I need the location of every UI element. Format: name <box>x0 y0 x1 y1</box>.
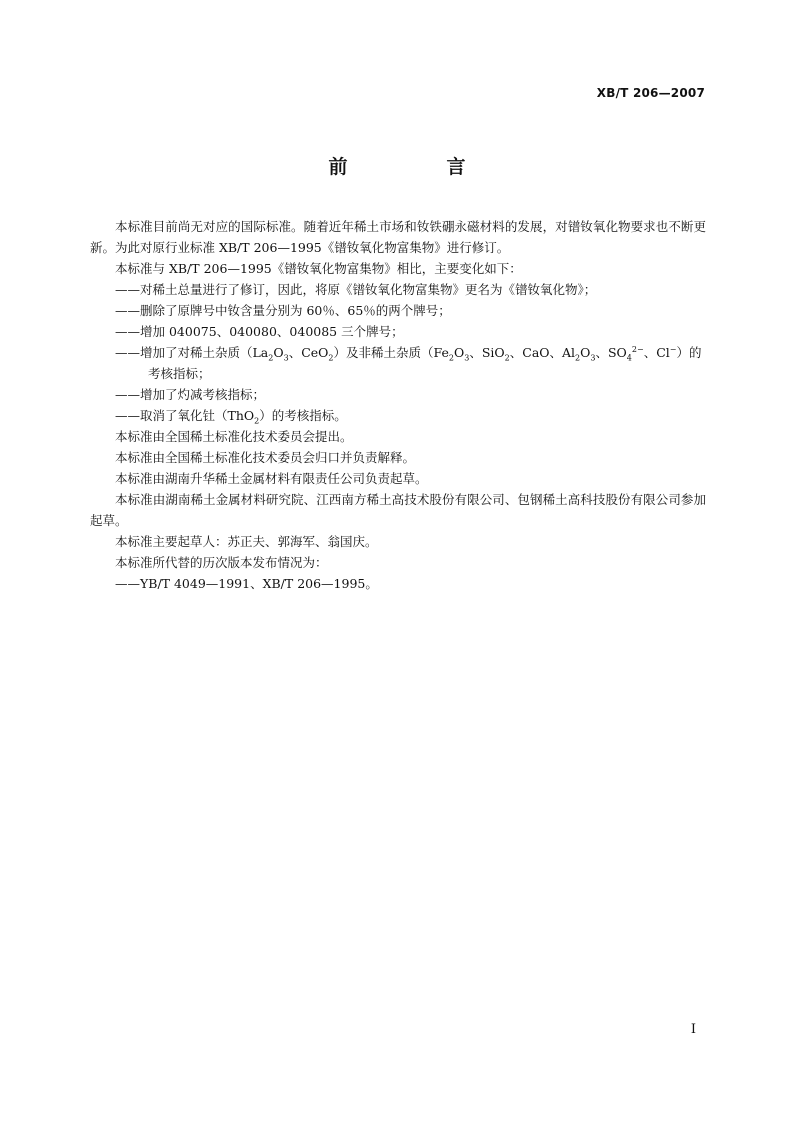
version-item: ——YB/T 4049—1991、XB/T 206—1995。 <box>115 576 378 591</box>
page-title: 前 言 <box>328 156 506 178</box>
drafter-paragraph: 本标准由湖南升华稀土金属材料有限责任公司负责起草。 <box>115 471 428 486</box>
superscript: − <box>669 344 677 354</box>
subscript: 2 <box>328 353 334 363</box>
subscript: 3 <box>464 353 470 363</box>
subscript: 2 <box>448 353 454 363</box>
text-run: 、SO <box>595 345 627 360</box>
text-run: ）及非稀土杂质（Fe <box>333 345 449 360</box>
subscript: 2 <box>575 353 581 363</box>
text-run: O <box>580 345 591 360</box>
text-run: ——增加了对稀土杂质（La <box>115 345 269 360</box>
text-run: ）的考核指标； <box>148 345 702 381</box>
main-drafters-paragraph: 本标准主要起草人：苏正夫、郭海军、翁国庆。 <box>115 534 378 549</box>
subscript: 2 <box>268 353 274 363</box>
change-item <box>90 405 706 426</box>
text-run: 、CeO <box>288 345 329 360</box>
change-item: ——增加了灼减考核指标； <box>115 387 266 402</box>
subscript: 4 <box>626 353 632 363</box>
text-run: O <box>273 345 284 360</box>
page-number: I <box>690 1022 696 1037</box>
versions-intro-paragraph: 本标准所代替的历次版本发布情况为： <box>115 555 328 570</box>
change-item <box>90 342 706 384</box>
text-run: ——取消了氧化钍（ThO <box>115 408 255 423</box>
changes-intro-paragraph: 本标准与 XB/T 206—1995《镨钕氧化物富集物》相比，主要变化如下： <box>115 261 522 276</box>
subscript: 2 <box>254 416 260 426</box>
superscript: 2− <box>631 344 644 354</box>
text-run: ）的考核指标。 <box>259 408 347 423</box>
change-item: ——对稀土总量进行了修订，因此，将原《镨钕氧化物富集物》更名为《镨钕氧化物》； <box>115 282 597 297</box>
document-body <box>90 216 706 594</box>
change-item: ——增加 040075、040080、040085 三个牌号； <box>115 324 404 339</box>
text-run: 、CaO、Al <box>509 345 576 360</box>
interpretation-paragraph: 本标准由全国稀土标准化技术委员会归口并负责解释。 <box>115 450 416 465</box>
subscript: 2 <box>504 353 510 363</box>
participants-paragraph: 本标准由湖南稀土金属材料研究院、江西南方稀土高技术股份有限公司、包钢稀土高科技股份有限公司参加起草。 <box>90 492 706 528</box>
change-item: ——删除了原牌号中钕含量分别为 60％、65％的两个牌号； <box>115 303 451 318</box>
text-run: O <box>454 345 465 360</box>
standard-code: XB/T 206—2007 <box>596 86 705 100</box>
intro-paragraph: 本标准目前尚无对应的国际标准。随着近年稀土市场和钕铁硼永磁材料的发展，对镨钕氧化物要求也不断更新。为此对原行业标准 XB/T 206—1995《镨钕氧化物富集物》进行修订。 <box>90 219 706 255</box>
text-run: 、SiO <box>469 345 505 360</box>
subscript: 3 <box>590 353 596 363</box>
text-run: 、Cl <box>643 345 670 360</box>
subscript: 3 <box>283 353 289 363</box>
proposer-paragraph: 本标准由全国稀土标准化技术委员会提出。 <box>115 429 353 444</box>
